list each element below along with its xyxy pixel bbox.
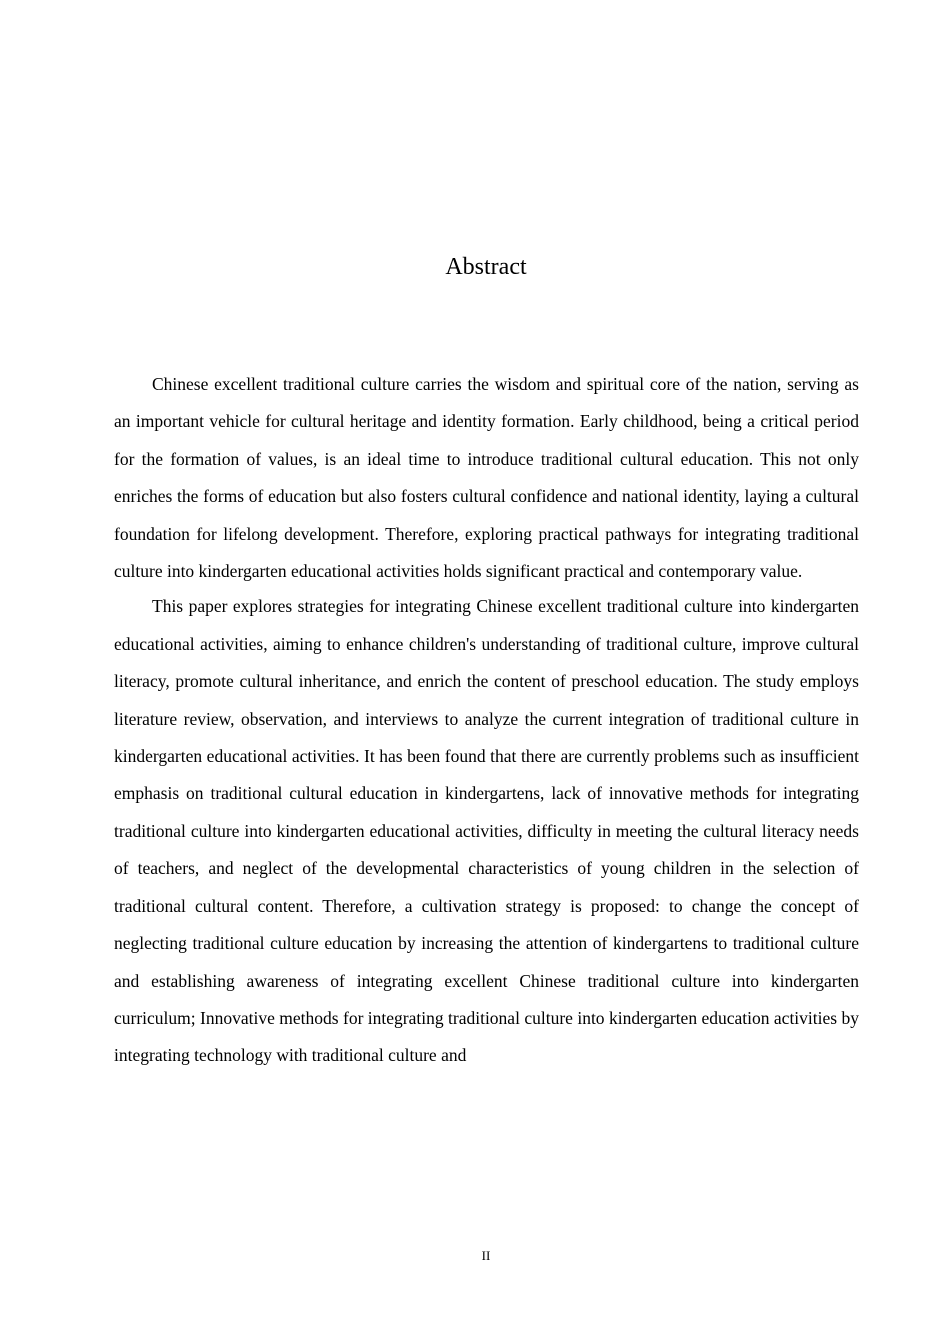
abstract-title: Abstract: [445, 254, 527, 280]
abstract-paragraph-1: Chinese excellent traditional culture carries the wisdom and spiritual core of the nation, serving as an important vehicle for cultural heritage and identity formation. Early childhood, being a critical period for the formation of values, is an ideal time to introduce traditional cultural education. This not only enriches the forms of education but also fosters cultural confidence and national identity, laying a cultural foundation for lifelong development. Therefore, exploring practical pathways for integrating traditional culture into kindergarten educational activities holds significant practical and contemporary value.: [114, 374, 859, 582]
abstract-paragraph-2: This paper explores strategies for integrating Chinese excellent traditional culture into kindergarten educational activities, aiming to enhance children's understanding of traditional culture, improve cultural literacy, promote cultural inheritance, and enrich the content of preschool education. The study employs literature review, observation, and interviews to analyze the current integration of traditional culture in kindergarten educational activities. It has been found that there are currently problems such as insufficient emphasis on traditional cultural education in kindergartens, lack of innovative methods for integrating traditional culture into kindergarten educational activities, difficulty in meeting the cultural literacy needs of teachers, and neglect of the developmental characteristics of young children in the selection of traditional cultural content. Therefore, a cultivation strategy is proposed: to change the concept of neglecting traditional culture education by increasing the attention of kindergartens to traditional culture and establishing awareness of integrating excellent Chinese traditional culture into kindergarten curriculum; Innovative methods for integrating traditional culture into kindergarten education activities by integrating technology with traditional culture and: [114, 596, 859, 1066]
abstract-body: [114, 366, 859, 1075]
page-number: II: [481, 1248, 491, 1263]
